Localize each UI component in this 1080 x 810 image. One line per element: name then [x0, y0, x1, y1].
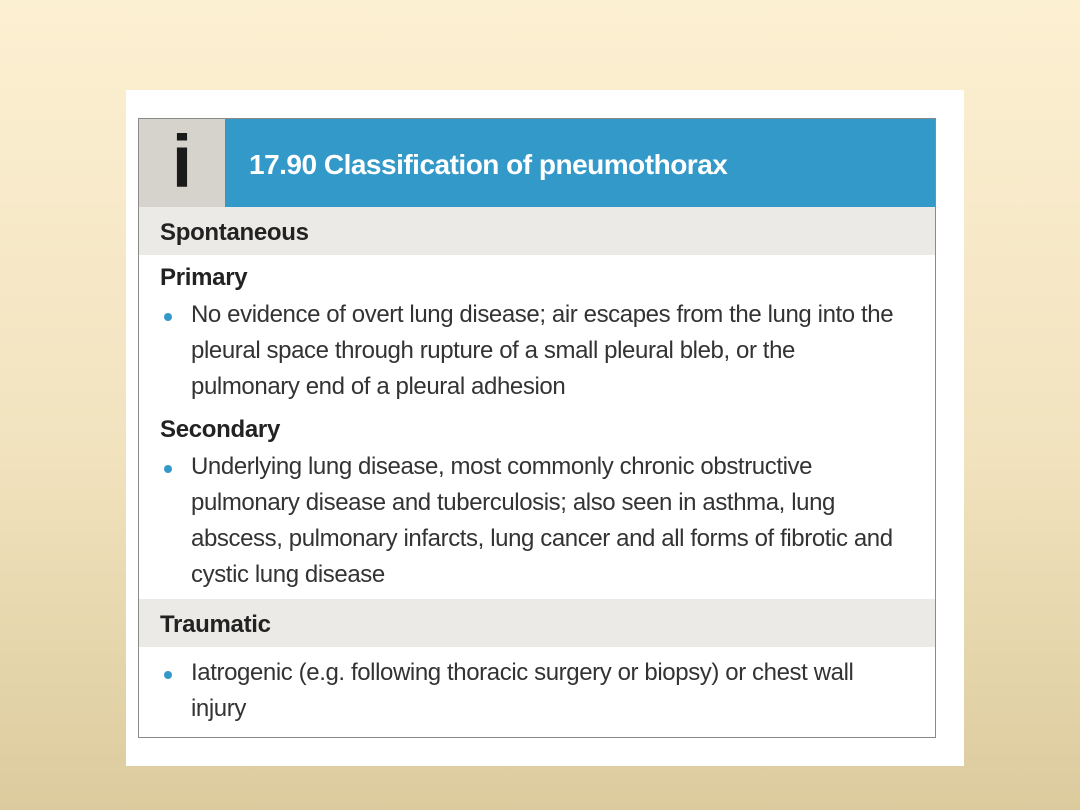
subheading-secondary: Secondary — [160, 416, 281, 443]
title-bar — [225, 119, 935, 207]
bullet-item — [160, 297, 900, 405]
section-heading-spontaneous — [139, 207, 935, 255]
bullet-item — [160, 655, 900, 727]
bullet-item — [160, 449, 900, 593]
bullet-dot-icon — [164, 313, 172, 321]
info-box — [138, 118, 936, 738]
section-heading-traumatic — [139, 599, 935, 647]
section-heading-label: Traumatic — [160, 611, 271, 638]
info-icon-block — [139, 119, 225, 207]
bullet-dot-icon — [164, 671, 172, 679]
bullet-text: No evidence of overt lung disease; air escapes from the lung into the pleural space through rupture of a small pleural bleb, or the pulmonary end of a pleural adhesion — [191, 301, 894, 400]
section-heading-label: Spontaneous — [160, 219, 309, 246]
info-icon: i — [171, 120, 193, 203]
bullet-dot-icon — [164, 465, 172, 473]
subheading-primary: Primary — [160, 264, 248, 291]
bullet-text: Iatrogenic (e.g. following thoracic surgery or biopsy) or chest wall injury — [191, 659, 854, 722]
slide-card — [126, 90, 964, 766]
box-header — [139, 119, 935, 207]
bullet-text: Underlying lung disease, most commonly chronic obstructive pulmonary disease and tuberculosis; also seen in asthma, lung abscess, pulmonary infarcts, lung cancer and all forms of fibrotic and cystic lung disease — [191, 453, 893, 588]
box-title: 17.90 Classification of pneumothorax — [249, 149, 728, 180]
